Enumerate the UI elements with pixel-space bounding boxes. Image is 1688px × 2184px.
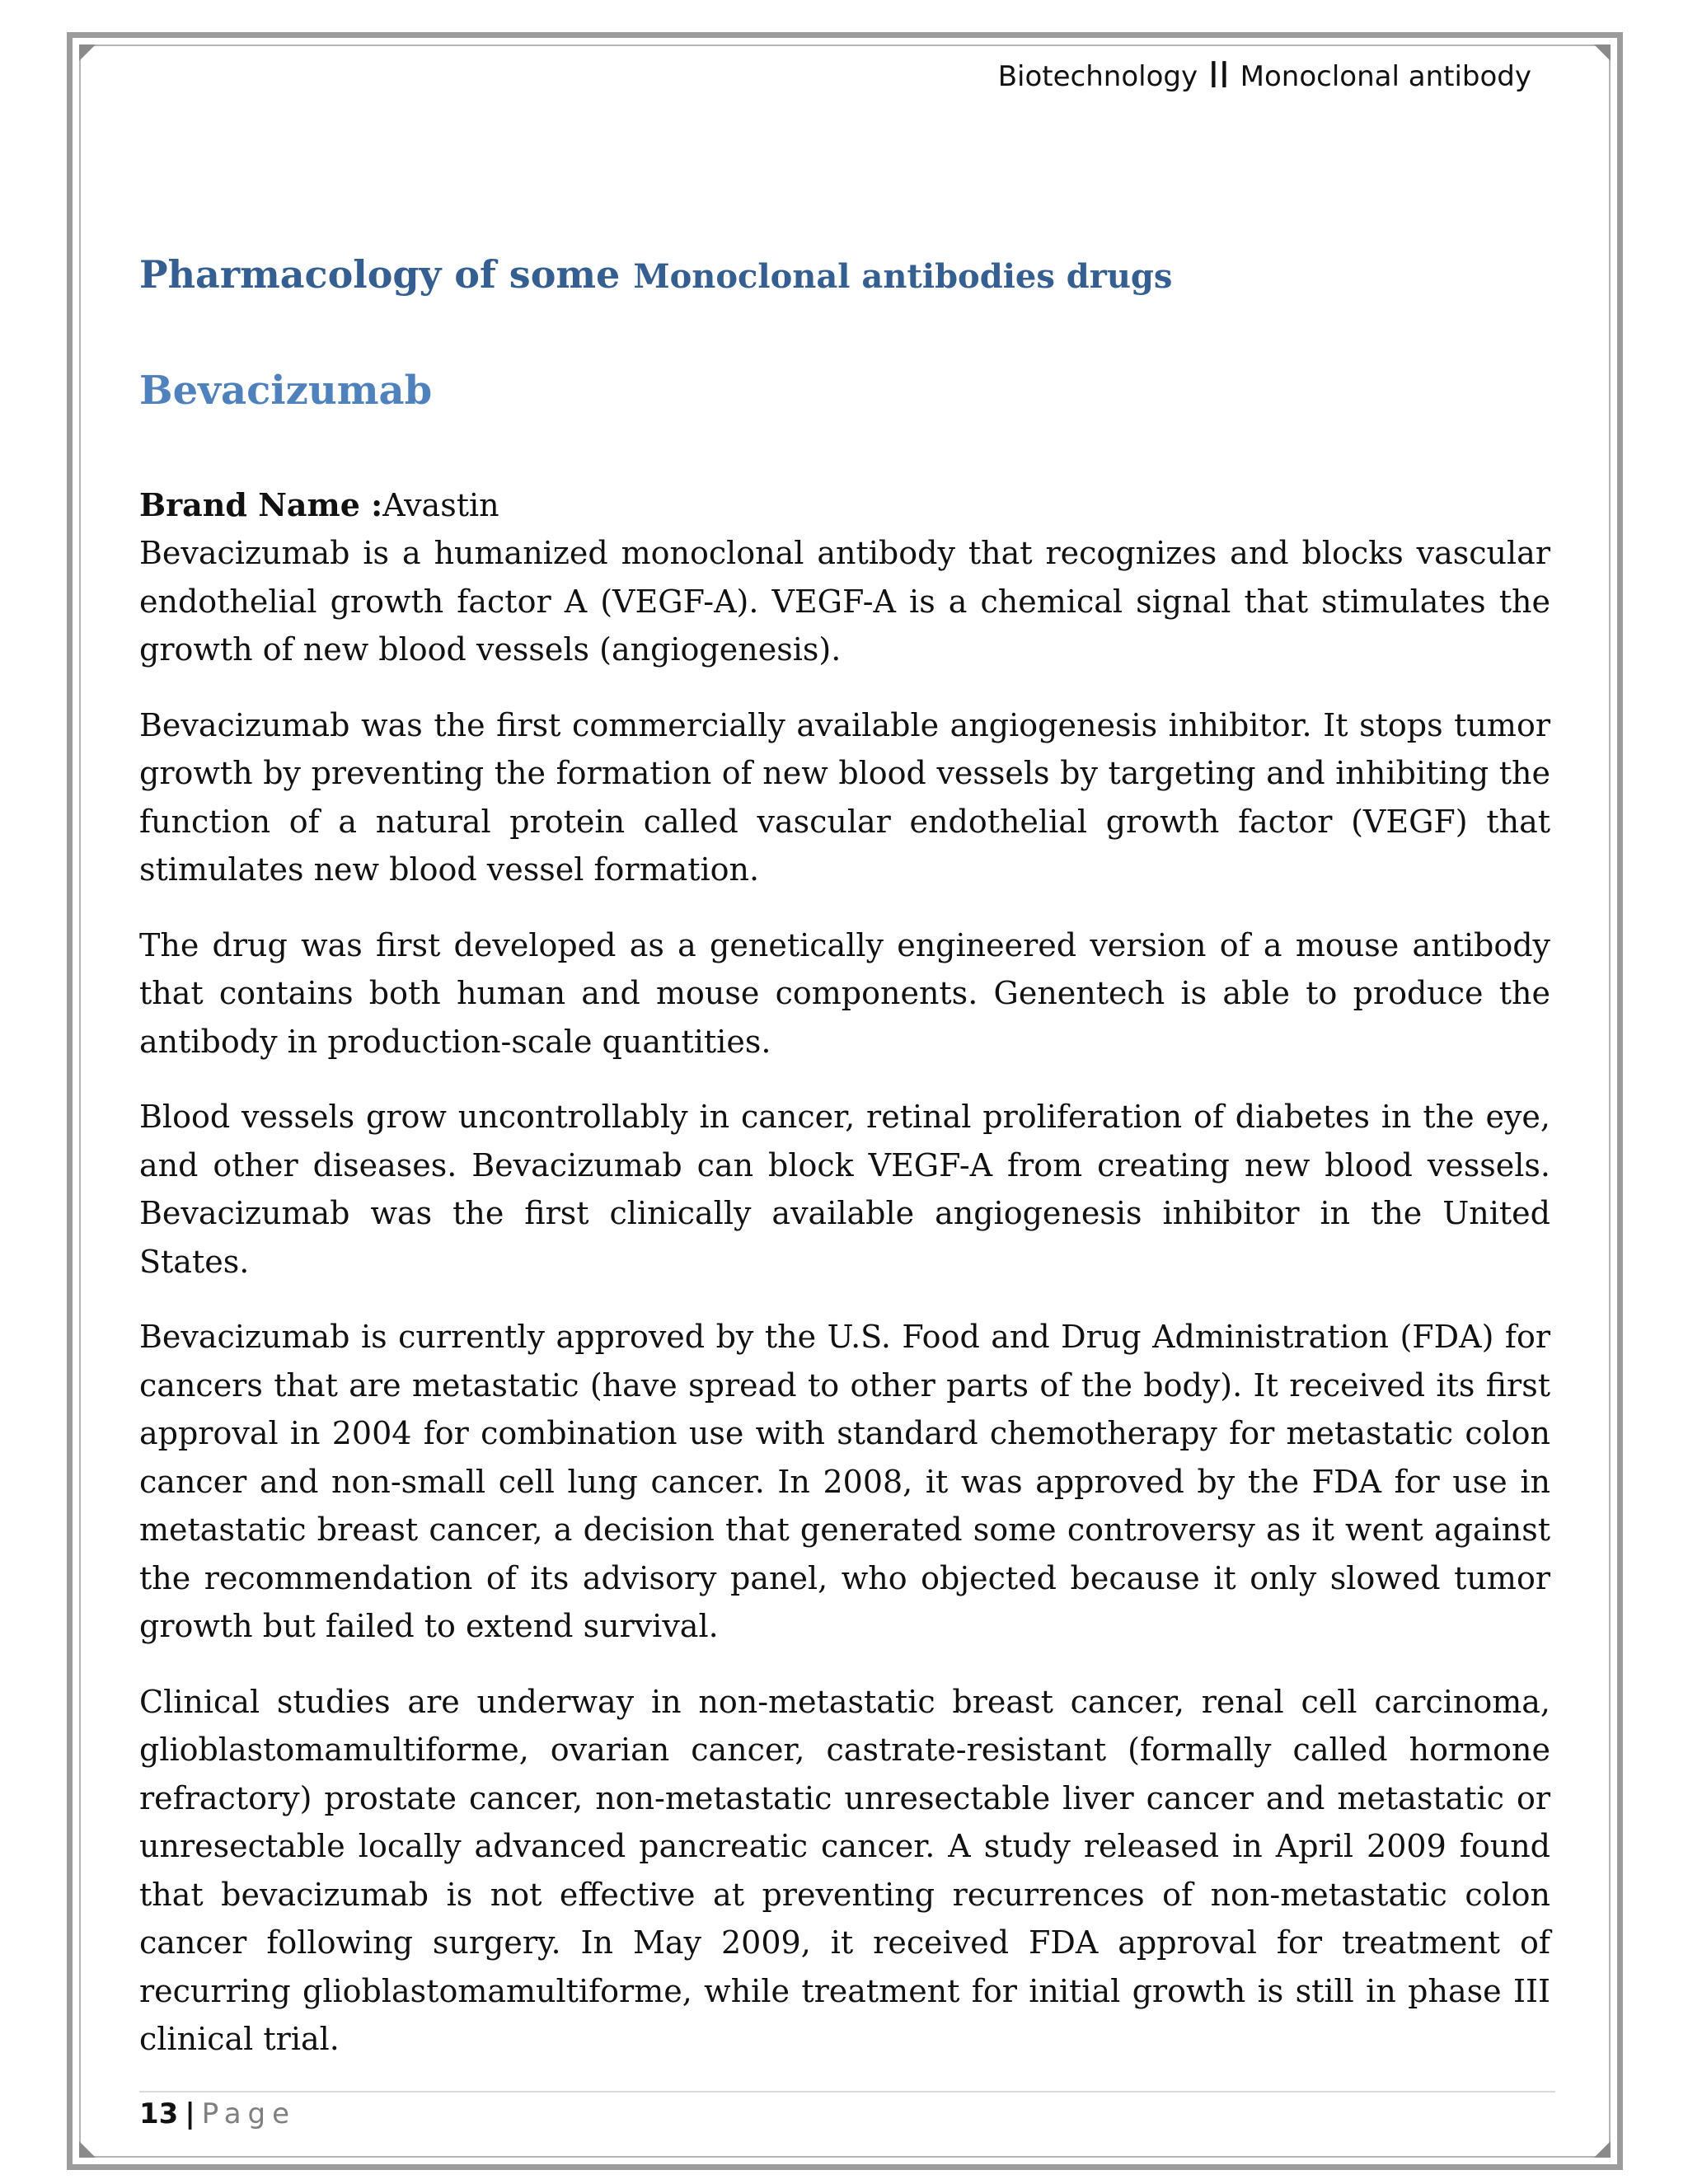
paragraph-1: Bevacizumab is a humanized monoclonal antibody that recognizes and blocks vascular endothelial growth factor A (VEGF-A). VEGF-A is a chemical signal that stimulates the growth of new blood vessels (angiogenesis). [139, 535, 1550, 668]
page-footer [139, 2093, 296, 2135]
page-content [139, 251, 1550, 2091]
drug-title: Bevacizumab [139, 368, 433, 414]
running-header-right: Monoclonal antibody [1240, 60, 1531, 93]
brand-name-value: Avastin [382, 487, 499, 523]
running-header-separator: II [1207, 54, 1230, 96]
running-header-left: Biotechnology [997, 60, 1198, 93]
page-number: 13 [139, 2097, 179, 2130]
paragraph-2: Bevacizumab was the first commercially available angiogenesis inhibitor. It stops tumor growth by preventing the formation of new blood vessels by targeting and inhibiting the function of a natural protein called vascular endothelial growth factor (VEGF) that stimulates new blood vessel formation. [139, 706, 1550, 888]
page-label: Page [201, 2097, 297, 2130]
section-title [139, 251, 1550, 300]
section-title-part2: Monoclonal antibodies drugs [633, 257, 1173, 296]
corner-ornament-bottom-left [79, 2141, 96, 2158]
corner-ornament-bottom-right [1594, 2141, 1611, 2158]
footer-rule [139, 2091, 1555, 2093]
paragraph-6: Clinical studies are underway in non-metastatic breast cancer, renal cell carcinoma, glioblastomamultiforme, ovarian cancer, castrate-resistant (formally called hormone refractory) prostate cancer, non-metastatic unresectable liver cancer and metastatic or unresectable locally advanced pancreatic cancer. A study released in April 2009 found that bevacizumab is not effective at preventing recurrences of non-metastatic colon cancer following surgery. In May 2009, it received FDA approval for treatment of recurring glioblastomamultiforme, while treatment for initial growth is still in phase III clinical trial. [139, 1683, 1550, 2057]
corner-ornament-top-right [1594, 45, 1611, 61]
paragraph-3: The drug was first developed as a genetically engineered version of a mouse antibody that contains both human and mouse components. Genentech is able to produce the antibody in production-scale quantities. [139, 926, 1550, 1060]
brand-name-line [139, 481, 1550, 529]
footer-separator: | [185, 2097, 195, 2130]
section-title-part1: Pharmacology of some [139, 252, 621, 297]
running-header [998, 54, 1531, 96]
paragraph-5: Bevacizumab is currently approved by the U.S. Food and Drug Administration (FDA) for cancers that are metastatic (have spread to other parts of the body). It received its first approval in 2004 for combination use with standard chemotherapy for metastatic colon cancer and non-small cell lung cancer. In 2008, it was approved by the FDA for use in metastatic breast cancer, a decision that generated some controversy as it went against the recommendation of its advisory panel, who objected because it only slowed tumor growth but failed to extend survival. [139, 1319, 1550, 1644]
corner-ornament-top-left [79, 45, 96, 61]
paragraph-4: Blood vessels grow uncontrollably in cancer, retinal proliferation of diabetes in the eye, and other diseases. Bevacizumab can block VEGF-A from creating new blood vessels. Bevacizumab was the first clinically available angiogenesis inhibitor in the United States. [139, 1099, 1550, 1280]
brand-name-label: Brand Name : [139, 486, 383, 523]
